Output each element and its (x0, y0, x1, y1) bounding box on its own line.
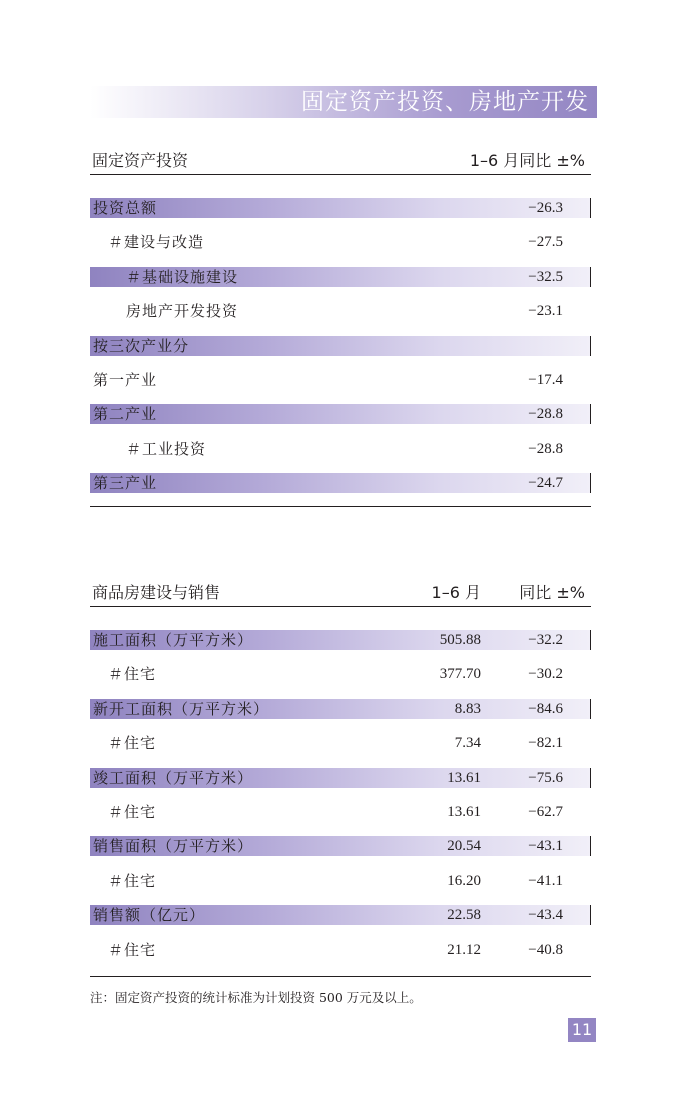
row-label: 施工面积（万平方米） (93, 631, 254, 649)
row-label: 销售额（亿元） (93, 906, 206, 925)
row-value-yoy: −23.1 (528, 303, 563, 320)
table-row (90, 692, 591, 726)
row-label: 投资总额 (93, 199, 158, 217)
row-value-yoy: −84.6 (528, 700, 563, 717)
table-row (90, 225, 591, 259)
row-label: 第二产业 (93, 405, 158, 424)
row-edge-bar (590, 473, 591, 493)
row-value-yoy: −43.1 (528, 838, 563, 855)
fixed-asset-bottom-rule (90, 506, 591, 507)
table-row (90, 623, 591, 657)
row-edge-bar (590, 905, 591, 925)
row-value-period: 8.83 (454, 700, 481, 717)
table-row (90, 363, 591, 397)
row-edge-bar (590, 267, 591, 287)
row-label: 第三产业 (93, 474, 158, 493)
row-label: ＃住宅 (108, 871, 157, 890)
row-label: 新开工面积（万平方米） (93, 699, 270, 718)
row-value-yoy: −32.5 (528, 268, 563, 285)
table-row (90, 829, 591, 863)
row-value-period: 16.20 (447, 872, 481, 889)
real-estate-bottom-rule (90, 976, 591, 977)
row-value-yoy: −26.3 (528, 200, 563, 216)
table-row (90, 191, 591, 225)
section-banner (90, 86, 597, 118)
row-shade-band (90, 473, 590, 493)
row-label: ＃住宅 (108, 665, 157, 684)
row-edge-bar (590, 699, 591, 719)
row-edge-bar (590, 336, 591, 356)
table-row (90, 432, 591, 466)
table-row (90, 657, 591, 691)
row-label: ＃住宅 (108, 940, 157, 959)
row-value-period: 7.34 (454, 735, 481, 752)
row-value-period: 20.54 (447, 838, 481, 855)
footnote: 注：固定资产投资的统计标准为计划投资 500 万元及以上。 (90, 990, 422, 1005)
real-estate-col-yoy: 同比 ±% (519, 583, 585, 602)
row-value-yoy: −28.8 (528, 440, 563, 457)
table-row (90, 933, 591, 967)
real-estate-title: 商品房建设与销售 (92, 583, 221, 602)
row-label: ＃基础设施建设 (126, 267, 239, 286)
row-value-yoy: −75.6 (528, 769, 563, 786)
row-edge-bar (590, 836, 591, 856)
row-value-yoy: −17.4 (528, 371, 563, 388)
table-row (90, 329, 591, 363)
table-row (90, 726, 591, 760)
row-value-period: 377.70 (439, 666, 481, 683)
table-row (90, 466, 591, 500)
table-row (90, 761, 591, 795)
fixed-asset-table (90, 191, 591, 501)
row-value-yoy: −82.1 (528, 735, 563, 752)
table-row (90, 397, 591, 431)
row-label: ＃工业投资 (126, 439, 207, 458)
row-value-yoy: −28.8 (528, 406, 563, 423)
row-edge-bar (590, 404, 591, 424)
row-value-yoy: −41.1 (528, 872, 563, 889)
row-label: 第一产业 (93, 370, 158, 389)
table-row (90, 294, 591, 328)
row-value-yoy: −40.8 (528, 941, 563, 958)
row-value-yoy: −62.7 (528, 803, 563, 820)
row-value-period: 13.61 (447, 803, 481, 820)
row-label: ＃住宅 (108, 802, 157, 821)
row-edge-bar (590, 768, 591, 788)
banner-title: 固定资产投资、房地产开发 (301, 89, 589, 115)
row-edge-bar (590, 630, 591, 650)
row-value-period: 505.88 (439, 632, 481, 648)
row-value-period: 22.58 (447, 907, 481, 924)
row-label: 销售面积（万平方米） (93, 837, 254, 856)
row-value-yoy: −32.2 (528, 632, 563, 648)
fixed-asset-header (90, 148, 591, 175)
real-estate-header (90, 580, 591, 607)
row-label: 按三次产业分 (93, 336, 190, 355)
fixed-asset-title: 固定资产投资 (92, 151, 189, 170)
row-value-yoy: −43.4 (528, 907, 563, 924)
row-label: 房地产开发投资 (126, 302, 239, 321)
row-value-yoy: −27.5 (528, 234, 563, 251)
row-label: 竣工面积（万平方米） (93, 768, 254, 787)
row-value-yoy: −24.7 (528, 475, 563, 492)
row-label: ＃住宅 (108, 734, 157, 753)
real-estate-table (90, 623, 591, 967)
table-row (90, 260, 591, 294)
table-row (90, 864, 591, 898)
row-label: ＃建设与改造 (108, 233, 205, 252)
table-row (90, 795, 591, 829)
table-row (90, 898, 591, 932)
row-shade-band (90, 198, 590, 218)
row-shade-band (90, 404, 590, 424)
row-value-period: 13.61 (447, 769, 481, 786)
row-edge-bar (590, 198, 591, 218)
fixed-asset-column-header: 1–6 月同比 ±% (469, 151, 585, 170)
page-number: 11 (568, 1018, 596, 1042)
real-estate-col-period: 1–6 月 (431, 583, 481, 602)
row-value-period: 21.12 (447, 941, 481, 958)
row-value-yoy: −30.2 (528, 666, 563, 683)
